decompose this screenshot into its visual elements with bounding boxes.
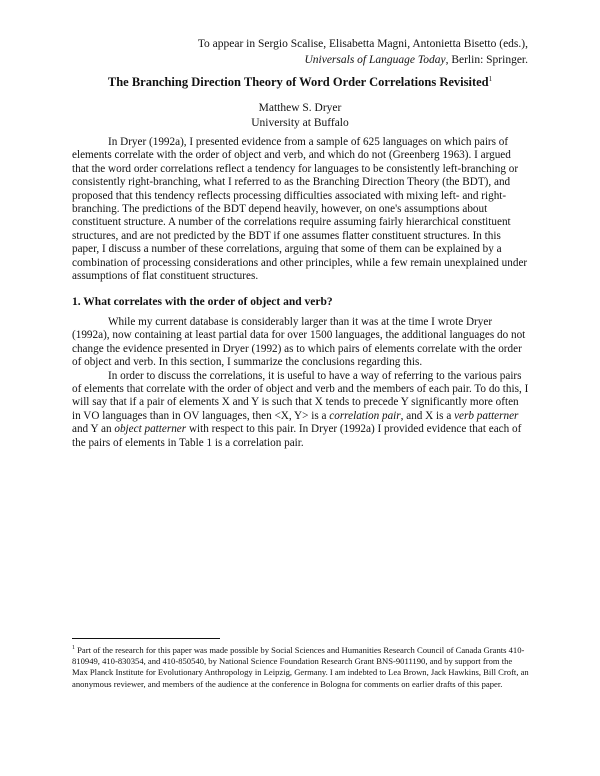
term-correlation-pair: correlation pair xyxy=(329,409,401,422)
section-heading: 1. What correlates with the order of object and verb? xyxy=(72,296,333,308)
para2-part2: , and X is a xyxy=(400,409,455,422)
paper-title xyxy=(72,74,528,90)
author-block xyxy=(72,101,528,131)
body-paragraph-2 xyxy=(72,370,530,450)
footnote xyxy=(72,645,530,690)
book-title: Universals of Language Today xyxy=(304,54,446,66)
title-footnote-mark: 1 xyxy=(488,74,493,83)
footnote-divider xyxy=(72,638,220,639)
footnote-text: Part of the research for this paper was made possible by Social Sciences and Humanities Research Council of Canada Grants 410-810949, 410-830354, and 410-850540, by National Science Foundation Research Grant BNS-9011190, and by support from the Max Planck Institute for Evolutionary Anthropology in Leipzig, Germany. I am indebted to Lea Brown, Jack Hawkins, Bill Croft, an anonymous reviewer, and members of the audience at the conference in Bologna for comments on earlier drafts of this paper. xyxy=(72,645,529,689)
publication-tail: , Berlin: Springer. xyxy=(445,54,528,66)
para2-part1: In order to discuss the correlations, it is useful to have a way of referring to the various pairs of elements that correlate with the order of object and verb and the members of each pair. To do this, I will say that if a pair of elements X and Y is such that X tends to precede Y significantly more often in VO languages than in OV languages, then <X, Y> is a xyxy=(72,369,529,422)
publication-note xyxy=(108,36,528,68)
term-object-patterner: object patterner xyxy=(114,423,187,436)
abstract xyxy=(72,136,530,283)
footnote-mark: 1 xyxy=(72,645,75,652)
author-name: Matthew S. Dryer xyxy=(258,102,342,114)
author-affiliation: University at Buffalo xyxy=(251,117,349,129)
abstract-paragraph: In Dryer (1992a), I presented evidence from a sample of 625 languages on which pairs of elements correlate with the order of object and verb, and which do not (Greenberg 1963). I argued that the word order correlations reflect a tendency for languages to be consistently left-branching or consistently right-branching, what I referred to as the Branching Direction Theory (the BDT), and proposed that this tendency reflects processing difficulties associated with mixing left- and right-branching. The predictions of the BDT depend heavily, however, on one's assumptions about constituent structure. A number of the correlations require assuming fairly hierarchical constituent structures, and are not predicted by the BDT if one assumes flatter constituent structures. In this paper, I discuss a number of these correlations, arguing that some of them can be explained by a combination of processing considerations and other principles, while a few remain unexplained under assumptions of flat constituent structures. xyxy=(72,136,528,283)
publication-line-1: To appear in Sergio Scalise, Elisabetta Magni, Antonietta Bisetto (eds.), xyxy=(197,38,528,50)
term-verb-patterner: verb patterner xyxy=(454,409,519,422)
publication-line-2 xyxy=(108,52,528,68)
para2-part3: and Y an xyxy=(72,423,115,436)
section-body xyxy=(72,316,530,450)
para2-part4: with respect to this pair. In Dryer (1992a) I provided evidence that each of the pairs of elements in Table 1 is a correlation pair. xyxy=(72,423,522,449)
paper-title-text: The Branching Direction Theory of Word Order Correlations Revisited xyxy=(107,75,489,89)
body-paragraph-1: While my current database is considerably larger than it was at the time I wrote Dryer (1992a), now containing at least partial data for over 1500 languages, the additional languages do not change the evidence presented in Dryer (1992) as to which pairs of elements correlate with the order of object and verb. In this section, I summarize the conclusions regarding this. xyxy=(72,316,526,369)
